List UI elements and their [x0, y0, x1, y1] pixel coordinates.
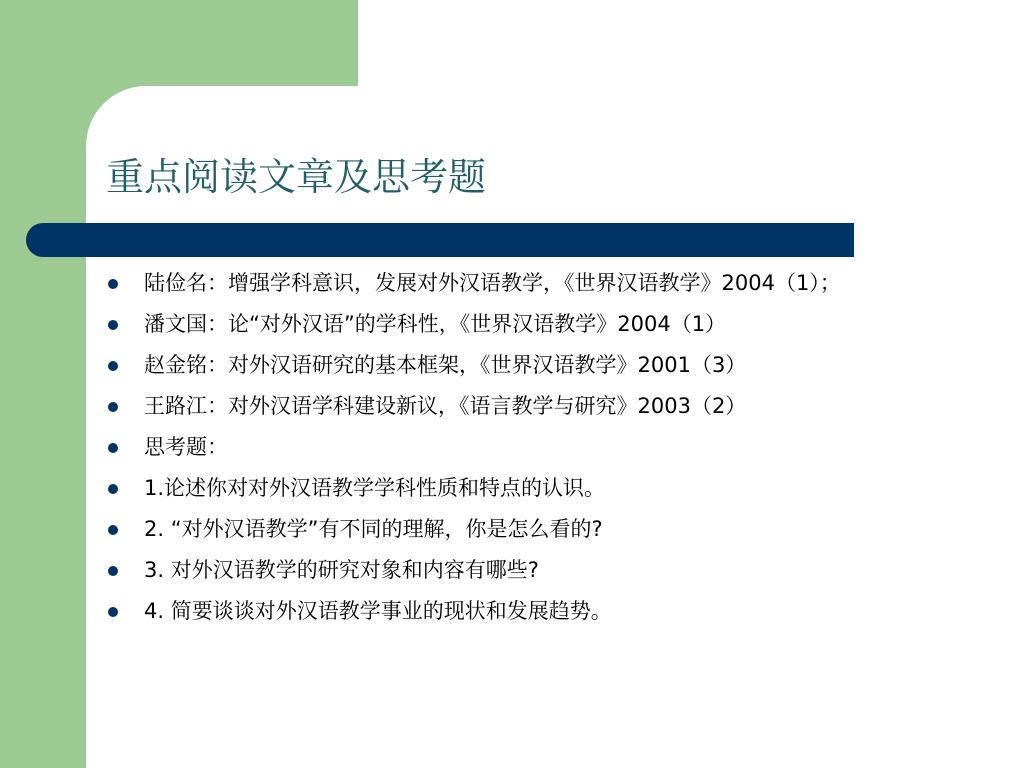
bullet-dot-icon	[108, 361, 118, 371]
list-item	[108, 514, 978, 545]
list-item-text: 2. “对外汉语教学”有不同的理解，你是怎么看的?	[144, 517, 603, 541]
bullet-dot-icon	[108, 566, 118, 576]
list-item-text: 思考题：	[144, 435, 228, 459]
bullet-dot-icon	[108, 443, 118, 453]
list-item-text: 潘文国：论“对外汉语”的学科性，《世界汉语教学》2004（1）	[144, 312, 727, 336]
bullet-list	[108, 268, 978, 637]
list-item-text: 4. 简要谈谈对外汉语教学事业的现状和发展趋势。	[144, 599, 612, 623]
bullet-dot-icon	[108, 607, 118, 617]
list-item	[108, 555, 978, 586]
list-item	[108, 350, 978, 381]
list-item	[108, 391, 978, 422]
bullet-dot-icon	[108, 320, 118, 330]
title-underline-bar	[26, 223, 854, 257]
list-item-text: 1.论述你对对外汉语教学学科性质和特点的认识。	[144, 476, 606, 500]
bullet-dot-icon	[108, 484, 118, 494]
list-item-text: 赵金铭：对外汉语研究的基本框架，《世界汉语教学》2001（3）	[144, 353, 747, 377]
bullet-dot-icon	[108, 279, 118, 289]
list-item	[108, 309, 978, 340]
list-item	[108, 596, 978, 627]
bullet-dot-icon	[108, 525, 118, 535]
list-item-text: 陆俭名：增强学科意识，发展对外汉语教学，《世界汉语教学》2004（1）；	[144, 271, 841, 295]
list-item	[108, 432, 978, 463]
list-item-text: 3. 对外汉语教学的研究对象和内容有哪些?	[144, 558, 539, 582]
slide-title: 重点阅读文章及思考题	[106, 155, 487, 199]
bullet-dot-icon	[108, 402, 118, 412]
list-item	[108, 268, 978, 299]
list-item-text: 王路江：对外汉语学科建设新议，《语言教学与研究》2003（2）	[144, 394, 747, 418]
list-item	[108, 473, 978, 504]
